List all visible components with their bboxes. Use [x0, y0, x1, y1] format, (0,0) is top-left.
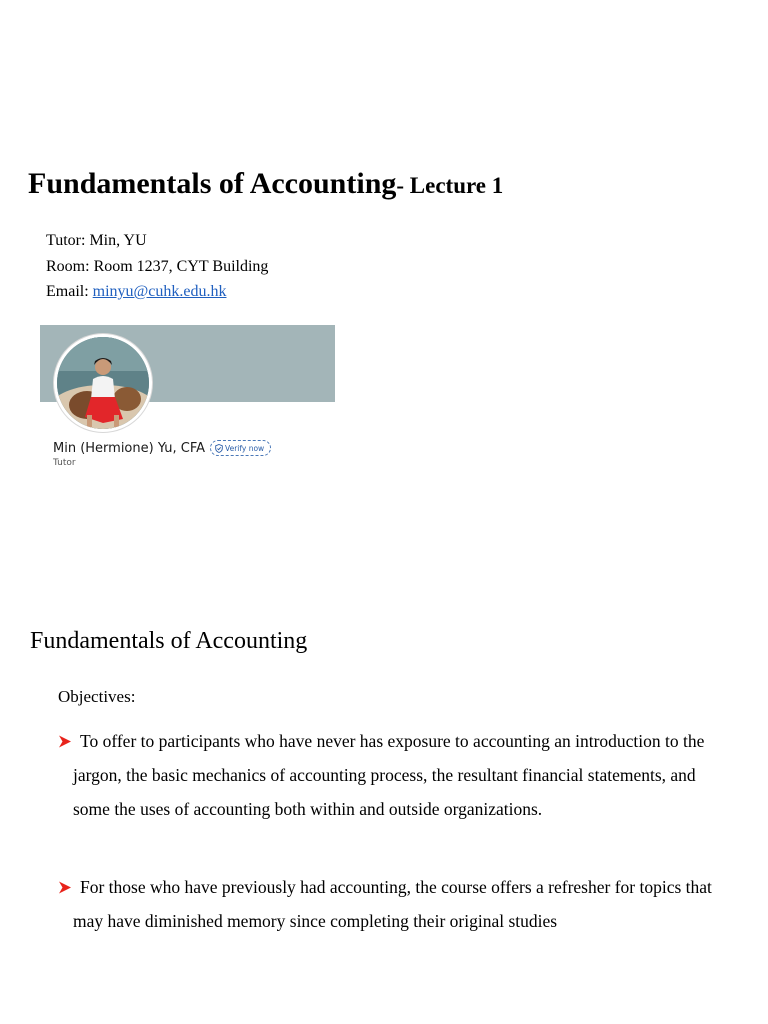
objective-item: [58, 870, 718, 938]
objective-item: [58, 724, 718, 827]
shield-check-icon: [215, 444, 223, 453]
document-title: [28, 166, 503, 199]
objectives-label: Objectives:: [58, 687, 136, 706]
avatar-photo: [57, 337, 149, 429]
section-title: Fundamentals of Accounting: [30, 628, 308, 654]
profile-name: Min (Hermione) Yu, CFA: [53, 440, 206, 456]
objective-text: To offer to participants who have never has exposure to accounting an introduction to the jargon, the basic mechanics of accounting process, the resultant financial statements, and some the uses of accounting both within and outside organizations.: [73, 731, 705, 820]
avatar[interactable]: [54, 334, 152, 432]
profile-card: [40, 325, 336, 475]
title-main: Fundamentals of Accounting: [28, 167, 397, 200]
room-value: Room 1237, CYT Building: [93, 257, 269, 275]
profile-role: Tutor: [53, 458, 76, 468]
room-row: [46, 254, 268, 280]
arrow-bullet-icon: [58, 881, 72, 894]
email-row: [46, 279, 268, 305]
verify-now-button[interactable]: [210, 440, 271, 456]
tutor-value: Min, YU: [89, 232, 147, 249]
tutor-label: Tutor:: [46, 232, 90, 249]
room-label: Room:: [46, 257, 94, 275]
tutor-info: [46, 228, 268, 305]
title-sub: - Lecture 1: [396, 173, 504, 198]
tutor-row: [46, 228, 268, 254]
verify-now-label: Verify now: [225, 443, 265, 453]
email-link[interactable]: minyu@cuhk.edu.hk: [92, 283, 227, 300]
profile-name-line: [53, 440, 271, 456]
arrow-bullet-icon: [58, 735, 72, 748]
objective-text: For those who have previously had accounting, the course offers a refresher for topics that may have diminished memory since completing their original studies: [73, 877, 712, 932]
email-label: Email:: [46, 283, 93, 300]
